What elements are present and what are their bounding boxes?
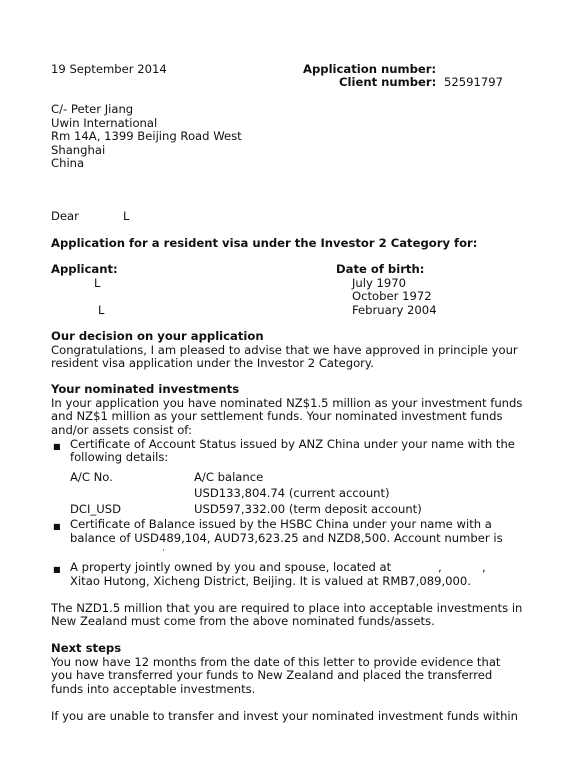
next-steps-line-1: You now have 12 months from the date of this letter to provide evidence that [51, 655, 501, 669]
bullet-2-line-2: balance of USD489,104, AUD73,623.25 and NZD8,500. Account number is [70, 531, 503, 545]
decision-line-2: resident visa application under the Investor 2 Category. [51, 356, 374, 370]
bullet-2-marker: ■ [53, 522, 61, 531]
address-line-3: Rm 14A, 1399 Beijing Road West [51, 129, 242, 143]
investments-line-3: and/or assets consist of: [51, 423, 192, 437]
bullet-1-line-1: Certificate of Account Status issued by ANZ China under your name with the [70, 437, 515, 451]
table-row1-value: USD133,804.74 (current account) [194, 486, 390, 500]
investments-line-2: and NZ$1 million as your settlement funds. Your nominated investment funds [51, 409, 503, 423]
application-number-label: Application number: [303, 62, 437, 76]
bullet-1-line-2: following details: [70, 450, 169, 464]
bullet-1-marker: ■ [53, 442, 61, 451]
closing-line-2: New Zealand must come from the above nominated funds/assets. [51, 614, 435, 628]
table-row2-account: DCI_USD [70, 502, 122, 516]
address-line-1: C/- Peter Jiang [51, 102, 134, 116]
investments-heading: Your nominated investments [51, 382, 240, 396]
salutation-dear: Dear [51, 209, 79, 223]
applicant-label: Applicant: [51, 262, 118, 276]
decision-line-1: Congratulations, I am pleased to advise that we have approved in principle your [51, 343, 518, 357]
next-steps-heading: Next steps [51, 641, 122, 655]
bullet-2-line-1: Certificate of Balance issued by the HSBC China under your name with a [70, 517, 492, 531]
closing-line-1: The NZD1.5 million that you are required to place into acceptable investments in [51, 601, 523, 615]
next-steps-line-2: you have transferred your funds to New Zealand and placed the transferred [51, 668, 493, 682]
address-line-4: Shanghai [51, 143, 106, 157]
next-steps-line-4: If you are unable to transfer and invest your nominated investment funds within [51, 709, 519, 723]
redaction-mark: · [162, 546, 165, 556]
bullet-3-line-2: Xitao Hutong, Xicheng District, Beijing. It is valued at RMB7,089,000. [70, 574, 471, 588]
decision-heading: Our decision on your application [51, 329, 264, 343]
bullet-3-line-1: A property jointly owned by you and spouse, located at [70, 560, 392, 574]
bullet-3-marker: ■ [53, 565, 61, 574]
subject-line: Application for a resident visa under the Investor 2 Category for: [51, 236, 478, 250]
address-line-2: Uwin International [51, 116, 158, 130]
table-row2-value: USD597,332.00 (term deposit account) [194, 502, 422, 516]
client-number-label: Client number: [339, 75, 437, 89]
applicant-3-dob: February 2004 [352, 303, 437, 317]
next-steps-line-3: funds into acceptable investments. [51, 682, 256, 696]
redaction-comma-2: , [482, 560, 486, 574]
applicant-1-name: L [94, 276, 101, 290]
table-col2-header: A/C balance [194, 470, 264, 484]
applicant-2-dob: October 1972 [352, 289, 432, 303]
redaction-comma-1: , [438, 560, 442, 574]
applicant-1-dob: July 1970 [352, 276, 407, 290]
investments-line-1: In your application you have nominated NZ$1.5 million as your investment funds [51, 396, 523, 410]
applicant-3-name: L [98, 303, 105, 317]
address-line-5: China [51, 156, 85, 170]
client-number: 52591797 [444, 75, 504, 89]
letter-date: 19 September 2014 [51, 62, 167, 76]
salutation-name: L [123, 209, 130, 223]
table-col1-header: A/C No. [70, 470, 113, 484]
dob-label: Date of birth: [336, 262, 425, 276]
